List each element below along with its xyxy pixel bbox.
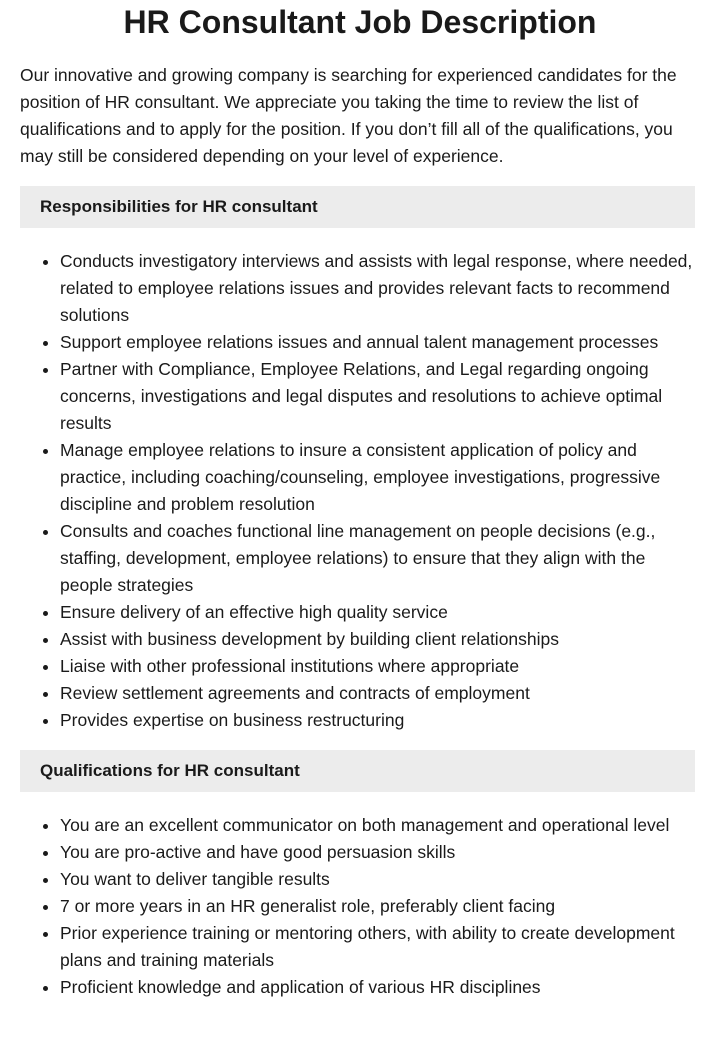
list-item: • Conducts investigatory interviews and assists with legal response, where needed, related to employee relations issues and provides relevant facts to recommend solutions — [60, 248, 695, 329]
page-title: HR Consultant Job Description — [123, 4, 597, 40]
qualifications-list — [20, 812, 695, 1001]
list-item: • Assist with business development by building client relationships — [60, 626, 695, 653]
responsibilities-heading: Responsibilities for HR consultant — [20, 186, 695, 228]
list-item: • Ensure delivery of an effective high quality service — [60, 599, 695, 626]
list-item: • 7 or more years in an HR generalist role, preferably client facing — [60, 893, 695, 920]
list-item: • Support employee relations issues and annual talent management processes — [60, 329, 695, 356]
list-item: • You want to deliver tangible results — [60, 866, 695, 893]
list-item: • You are pro-active and have good persuasion skills — [60, 839, 695, 866]
responsibilities-list — [20, 248, 695, 734]
intro-paragraph: Our innovative and growing company is searching for experienced candidates for the position of HR consultant. We appreciate you taking the time to review the list of qualifications and to apply for the position. If you don’t fill all of the qualifications, you may still be considered depending on your level of experience. — [20, 65, 677, 166]
list-item: • Review settlement agreements and contracts of employment — [60, 680, 695, 707]
list-item: • Provides expertise on business restructuring — [60, 707, 695, 734]
list-item: • Manage employee relations to insure a consistent application of policy and practice, including coaching/counseling, employee investigations, progressive discipline and problem resolution — [60, 437, 695, 518]
list-item: • Liaise with other professional institutions where appropriate — [60, 653, 695, 680]
list-item: • Proficient knowledge and application of various HR disciplines — [60, 974, 695, 1001]
list-item: • Prior experience training or mentoring others, with ability to create development plans and training materials — [60, 920, 695, 974]
list-item: • You are an excellent communicator on both management and operational level — [60, 812, 695, 839]
list-item: • Partner with Compliance, Employee Relations, and Legal regarding ongoing concerns, investigations and legal disputes and resolutions to achieve optimal results — [60, 356, 695, 437]
qualifications-heading: Qualifications for HR consultant — [20, 750, 695, 792]
list-item: • Consults and coaches functional line management on people decisions (e.g., staffing, development, employee relations) to ensure that they align with the people strategies — [60, 518, 695, 599]
